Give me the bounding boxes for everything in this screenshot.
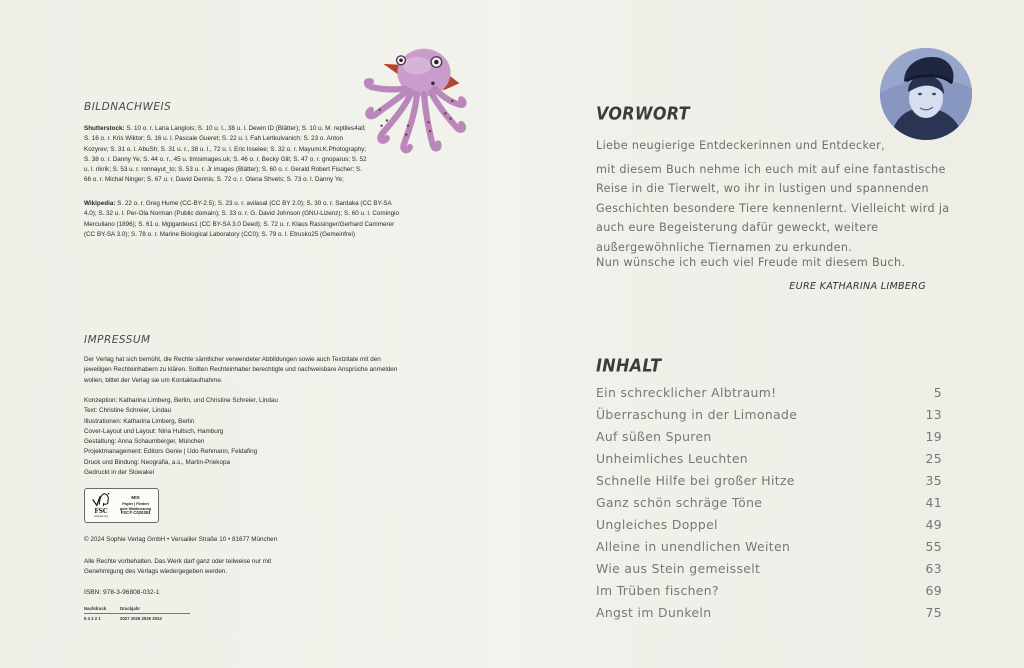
credit-printed-in: Gedruckt in der Slowakei <box>84 469 154 477</box>
toc-entry-page: 5 <box>933 385 942 400</box>
toc-entry-page: 19 <box>925 429 942 444</box>
toc-entry-title: Im Trüben fischen? <box>596 583 719 598</box>
toc-entry[interactable] <box>596 473 942 495</box>
toc-entry[interactable] <box>596 561 942 583</box>
fsc-mix: MIX <box>131 496 140 502</box>
toc-entry-title: Alleine in unendlichen Weiten <box>596 539 791 554</box>
toc-entry[interactable] <box>596 407 942 429</box>
fsc-tree-check-icon <box>91 491 111 508</box>
fsc-code: FSC® C020353 <box>120 510 151 516</box>
toc-entry-title: Wie aus Stein gemeisselt <box>596 561 761 576</box>
impressum-credits-list <box>84 396 344 478</box>
toc-entry-page: 63 <box>925 561 942 576</box>
author-portrait-icon <box>880 48 972 140</box>
reprint-table <box>84 606 190 621</box>
wikipedia-label: Wikipedia: <box>84 200 116 207</box>
right-page-foreword-contents <box>512 0 1024 668</box>
toc-entry-page: 75 <box>925 605 942 620</box>
inhalt-title: INHALT <box>596 355 662 376</box>
vorwort-title: VORWORT <box>596 103 690 124</box>
credit-text: Text: Christine Schreier, Lindau <box>84 407 172 415</box>
toc-entry-title: Schnelle Hilfe bei großer Hitze <box>596 473 795 488</box>
credit-illustrationen: Illustrationen: Katharina Limberg, Berlin <box>84 417 195 425</box>
toc-entry-page: 49 <box>925 517 942 532</box>
credit-projektmanagement: Projektmanagement: Editors Genie | Udo Rehmann, Feldafing <box>84 448 258 456</box>
toc-entry-page: 35 <box>925 473 942 488</box>
fsc-logo <box>89 491 113 521</box>
shutterstock-text: S. 10 o. r. Lana Langlois; S. 10 u. l., 38 u. l. Dewin ID (Blätter); S. 10 u. M. reptiles4all; S. 16 o. r. Kris Wiktor; S. 16 u. l. Pascale Gueret; S. 22 u. l. Fah Lertkulvanich; S. 23 o. Anton Kozyrev; S. 31 o. l. AbuSh; S. 31 u. r., 38 u. l., 72 u. l. Eric Isselee; S. 32 o. r. Mayumi.K.Photography; S. 38 o. r. Danny Ye; S. 44 o. r., 45 u. timsimages.uk; S. 46 o. r. Becky Gill; S. 47 o. r. gnoparus; S. 52 u. l. rikrik; S. 53 u. r. ronnayut_to; S. 53 u. r. Jr images (Blätter); S. 60 o. r. Gerald Robert Fischer; S. 66 o. r. Michal Ninger; S. 67 u. r. David Dennis; S. 72 o. r. Olena Shvets; S. 73 o. l. Danny Ye; <box>84 125 367 184</box>
table-of-contents <box>596 385 942 627</box>
fsc-line1: Papier | Fördert <box>122 502 149 507</box>
reprint-header-row <box>84 606 190 614</box>
toc-entry[interactable] <box>596 583 942 605</box>
toc-entry-title: Überraschung in der Limonade <box>596 407 798 422</box>
toc-entry[interactable] <box>596 517 942 539</box>
toc-entry-title: Ungleiches Doppel <box>596 517 718 532</box>
wikipedia-text: S. 22 o. r. Greg Hume (CC-BY-2.5); S. 23 u. r. avilasal (CC BY 2.0); S. 30 o. r. Sardaka (CC BY-SA 4.0); S. 32 u. l. Per-Ola Norman (Public domain); S. 33 o. r. G. David Johnson (GNU-Lizenz); S. 60 u. l. Comingio Merculiano (1896); S. 61 u. Mgiganteus1 (CC BY-SA 3.0 Deed); S. 72 u. r. Klaus Rassinger/Gerhard Cammerer (CC BY-SA 3.0); S. 78 o. r. Marine Biological Laboratory (CC0); S. 79 o. l. Etrusko25 (Gemeinfrei) <box>84 200 399 238</box>
reprint-values-row <box>84 616 190 621</box>
toc-entry-title: Ein schrecklicher Albtraum! <box>596 385 777 400</box>
wikipedia-credits <box>84 199 399 240</box>
credit-gestaltung: Gestaltung: Anna Schaumberger, München <box>84 438 205 446</box>
copyright-line: © 2024 Sophie Verlag GmbH • Versailler Straße 10 • 81677 München <box>84 536 278 543</box>
author-photo <box>880 48 972 140</box>
toc-entry-page: 55 <box>925 539 942 554</box>
fsc-label <box>84 488 159 523</box>
author-signature: EURE KATHARINA LIMBERG <box>789 281 926 292</box>
impressum-heading: IMPRESSUM <box>84 334 151 346</box>
toc-entry-title: Ganz schön schräge Töne <box>596 495 763 510</box>
toc-entry-page: 25 <box>925 451 942 466</box>
fsc-logo-word: FSC <box>94 507 108 515</box>
toc-entry-title: Angst im Dunkeln <box>596 605 712 620</box>
toc-entry-title: Auf süßen Spuren <box>596 429 712 444</box>
druckjahr-values: 2027 2026 2025 2024 <box>120 616 162 621</box>
druckjahr-label: Druckjahr <box>120 606 141 611</box>
toc-entry[interactable] <box>596 605 942 627</box>
toc-entry-page: 13 <box>925 407 942 422</box>
toc-entry-page: 41 <box>925 495 942 510</box>
isbn: ISBN: 978-3-96808-032-1 <box>84 589 160 596</box>
vorwort-greeting: Liebe neugierige Entdeckerinnen und Entdecker, <box>596 139 885 152</box>
nachdruck-label: Nachdruck <box>84 606 107 611</box>
nachdruck-values: 5 4 3 2 1 <box>84 616 101 621</box>
vorwort-paragraph-1: mit diesem Buch nehme ich euch mit auf eine fantastische Reise in die Tierwelt, wo ihr in lustigen und spannenden Geschichten besondere Tiere kennenlernt. Vielleicht wird ja auch eure Begeisterung dafür geweckt, weitere außergewöhnliche Tiernamen zu erkunden. <box>596 163 950 254</box>
toc-entry[interactable] <box>596 429 942 451</box>
impressum-intro: Der Verlag hat sich bemüht, die Rechte sämtlicher verwendeter Abbildungen sowie auch Textzitate mit den jeweiligen Rechteinhabern zu klären. Sollten Rechteinhaber berechtigte und nachweisbare Ansprüche anmelden wollen, bittet der Verlag sie um Kontaktaufnahme. <box>84 356 398 384</box>
rights-reserved-text: Alle Rechte vorbehalten. Das Werk darf ganz oder teilweise nur mit Genehmigung des Verlags wiedergegeben werden. <box>84 558 272 576</box>
fsc-url: www.fsc.org <box>94 514 108 518</box>
toc-entry[interactable] <box>596 385 942 407</box>
toc-entry[interactable] <box>596 451 942 473</box>
vorwort-paragraph-2: Nun wünsche ich euch viel Freude mit diesem Buch. <box>596 256 906 269</box>
toc-entry-page: 69 <box>925 583 942 598</box>
octopus-icon <box>355 36 470 166</box>
bildnachweis-heading: BILDNACHWEIS <box>84 101 172 113</box>
credit-konzeption: Konzeption: Katharina Limberg, Berlin, und Christine Schreier, Lindau <box>84 397 278 404</box>
credit-druck: Druck und Bindung: Neografia, a.s., Martin-Priekopa <box>84 458 230 466</box>
credit-layout: Cover-Layout und Layout: Nina Hultsch, Hamburg <box>84 427 224 435</box>
octopus-illustration <box>355 36 470 166</box>
fsc-text <box>117 495 154 516</box>
fsc-line2: gute Waldnutzung <box>119 506 151 511</box>
toc-entry[interactable] <box>596 539 942 561</box>
shutterstock-label: Shutterstock: <box>84 125 125 132</box>
toc-entry[interactable] <box>596 495 942 517</box>
toc-entry-title: Unheimliches Leuchten <box>596 451 748 466</box>
shutterstock-credits <box>84 124 369 186</box>
